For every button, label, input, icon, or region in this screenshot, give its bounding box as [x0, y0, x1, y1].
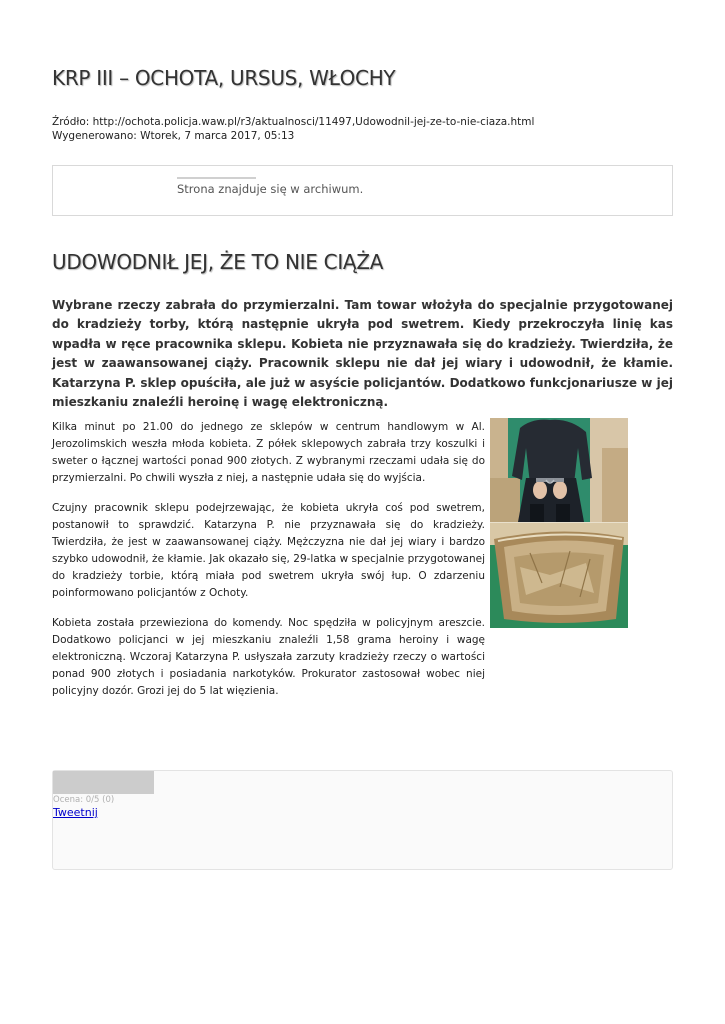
- rating-stars-bar[interactable]: [53, 771, 154, 794]
- archive-divider: [177, 177, 256, 179]
- tweet-link[interactable]: Tweetnij: [53, 806, 98, 819]
- article-title: UDOWODNIŁ JEJ, ŻE TO NIE CIĄŻA: [52, 250, 384, 274]
- rating-label: Ocena: 0/5 (0): [53, 795, 115, 805]
- article-lead: Wybrane rzeczy zabrała do przymierzalni. Tam towar włożyła do specjalnie przygotowanej do kradzieży torby, którą następnie ukryła pod swetrem. Kiedy przekroczyła linię kas wpadła w ręce pracownika sklepu. Kobieta nie przyznawała się do kradzieży. Twierdziła, że jest w zaawansowanej ciąży. Pracownik sklepu nie dał jej wiary i udowodnił, że kłamie. Katarzyna P. sklep opuściła, ale już w asyście policjantów. Dodatkowo funkcjonariusze w jej mieszkaniu znaleźli heroinę i wagę elektroniczną.: [52, 298, 673, 410]
- generated-line: Wygenerowano: Wtorek, 7 marca 2017, 05:13: [52, 130, 295, 142]
- source-line: Źródło: http://ochota.policja.waw.pl/r3/aktualnosci/11497,Udowodnil-jej-ze-to-nie-ciaza.html: [52, 116, 535, 128]
- archive-note: Strona znajduje się w archiwum.: [177, 182, 364, 196]
- rating-panel: [52, 770, 673, 870]
- article-paragraph: Kobieta została przewieziona do komendy. Noc spędziła w policyjnym areszcie. Dodatkowo policjanci w jej mieszkaniu znaleźli 1,58 grama heroiny i wagę elektroniczną. Wczoraj Katarzyna P. usłyszała zarzuty kradzieży rzeczy o wartości ponad 900 złotych i posiadania narkotyków. Prokurator zastosował wobec niej policyjny dozór. Grozi jej do 5 lat więzienia.: [52, 617, 485, 697]
- article-paragraph: Kilka minut po 21.00 do jednego ze sklepów w centrum handlowym w Al. Jerozolimskich weszła młoda kobieta. Z półek sklepowych zabrała trzy koszulki i sweter o łącznej wartości ponad 900 złotych. Z wybranymi rzeczami udała się do przymierzalni. Po chwili wyszła z niej, a następnie udała się do wyjścia.: [52, 421, 485, 484]
- foil-lined-bag-photo: [490, 522, 628, 628]
- article-photos: [490, 418, 628, 627]
- handcuffed-woman-photo: [490, 418, 628, 522]
- document-meta: [52, 115, 673, 143]
- site-title: KRP III – OCHOTA, URSUS, WŁOCHY: [52, 66, 396, 90]
- article-body: [52, 419, 485, 713]
- article-paragraph: Czujny pracownik sklepu podejrzewając, że kobieta ukryła coś pod swetrem, postanowił to sprawdzić. Katarzyna P. nie przyznawała się do kradzieży. Twierdziła, że jest w zaawansowanej ciąży. Mężczyzna nie dał jej wiary i bardzo szybko udowodnił, że kłamie. Jak okazało się, 29-latka w specjalnie przygotowanej do kradzieży torbie, którą miała pod swetrem ukryła swój łup. O zdarzeniu poinformowano policjantów z Ochoty.: [52, 502, 485, 599]
- archive-notice: [52, 165, 673, 216]
